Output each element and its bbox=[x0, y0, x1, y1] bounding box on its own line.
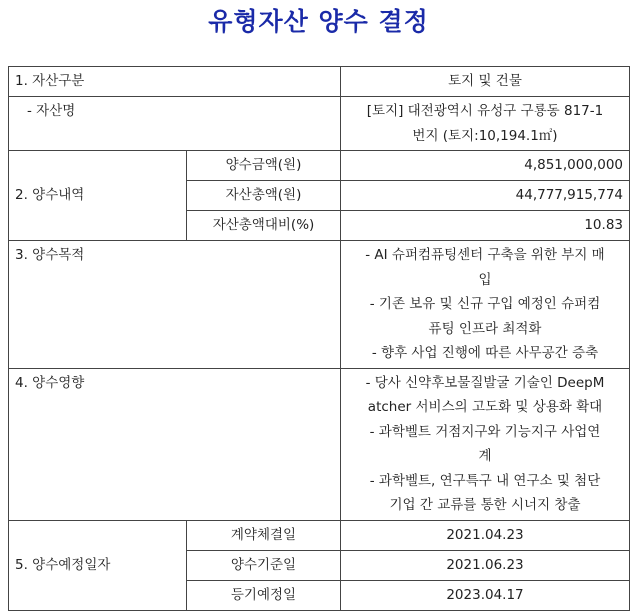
effect-line: 기업 간 교류를 통한 시너지 창출 bbox=[389, 497, 581, 513]
asset-type-value: 토지 및 건물 bbox=[341, 67, 630, 97]
effect-label: 4. 양수영향 bbox=[9, 368, 341, 520]
total-assets-label: 자산총액(원) bbox=[187, 181, 341, 211]
table-row bbox=[9, 241, 630, 369]
asset-name-line: 번지 (토지:10,194.1㎡) bbox=[412, 127, 558, 144]
asset-type-label: 1. 자산구분 bbox=[9, 67, 341, 97]
table-row bbox=[9, 368, 630, 520]
effect-line: - 과학벨트 거점지구와 기능지구 사업연 bbox=[369, 423, 601, 440]
registration-date-label: 등기예정일 bbox=[187, 580, 341, 610]
purpose-label: 3. 양수목적 bbox=[9, 241, 341, 369]
contract-date-value: 2021.04.23 bbox=[341, 520, 630, 550]
table-row bbox=[9, 67, 630, 97]
table-row bbox=[9, 520, 630, 550]
asset-name-value bbox=[341, 97, 630, 151]
effect-line: 계 bbox=[478, 448, 492, 464]
disclosure-table bbox=[8, 66, 630, 611]
acquisition-label: 2. 양수내역 bbox=[9, 151, 187, 241]
schedule-label: 5. 양수예정일자 bbox=[9, 520, 187, 610]
purpose-line: - 기존 보유 및 신규 구입 예정인 슈퍼컴 bbox=[369, 296, 601, 312]
table-row bbox=[9, 97, 630, 151]
transfer-date-label: 양수기준일 bbox=[187, 550, 341, 580]
ratio-value: 10.83 bbox=[341, 211, 630, 241]
registration-date-value: 2023.04.17 bbox=[341, 580, 630, 610]
purpose-line: - AI 슈퍼컴퓨팅센터 구축을 위한 부지 매 bbox=[365, 247, 605, 263]
effect-value bbox=[341, 368, 630, 520]
effect-line: - 과학벨트, 연구특구 내 연구소 및 첨단 bbox=[369, 472, 601, 489]
page-title: 유형자산 양수 결정 bbox=[208, 7, 429, 36]
amount-label: 양수금액(원) bbox=[187, 151, 341, 181]
purpose-line: 입 bbox=[478, 271, 492, 288]
transfer-date-value: 2021.06.23 bbox=[341, 550, 630, 580]
asset-name-label: - 자산명 bbox=[9, 97, 341, 151]
total-assets-value: 44,777,915,774 bbox=[341, 181, 630, 211]
amount-value: 4,851,000,000 bbox=[341, 151, 630, 181]
table-row bbox=[9, 151, 630, 181]
purpose-value bbox=[341, 241, 630, 369]
effect-line: atcher 서비스의 고도화 및 상용화 확대 bbox=[367, 399, 603, 415]
effect-line: - 당사 신약후보물질발굴 기술인 DeepM bbox=[365, 374, 605, 391]
ratio-label: 자산총액대비(%) bbox=[187, 211, 341, 241]
contract-date-label: 계약체결일 bbox=[187, 520, 341, 550]
purpose-line: 퓨팅 인프라 최적화 bbox=[428, 320, 542, 337]
asset-name-line: [토지] 대전광역시 유성구 구룡동 817-1 bbox=[366, 103, 604, 119]
purpose-line: - 향후 사업 진행에 따른 사무공간 증축 bbox=[371, 345, 599, 361]
